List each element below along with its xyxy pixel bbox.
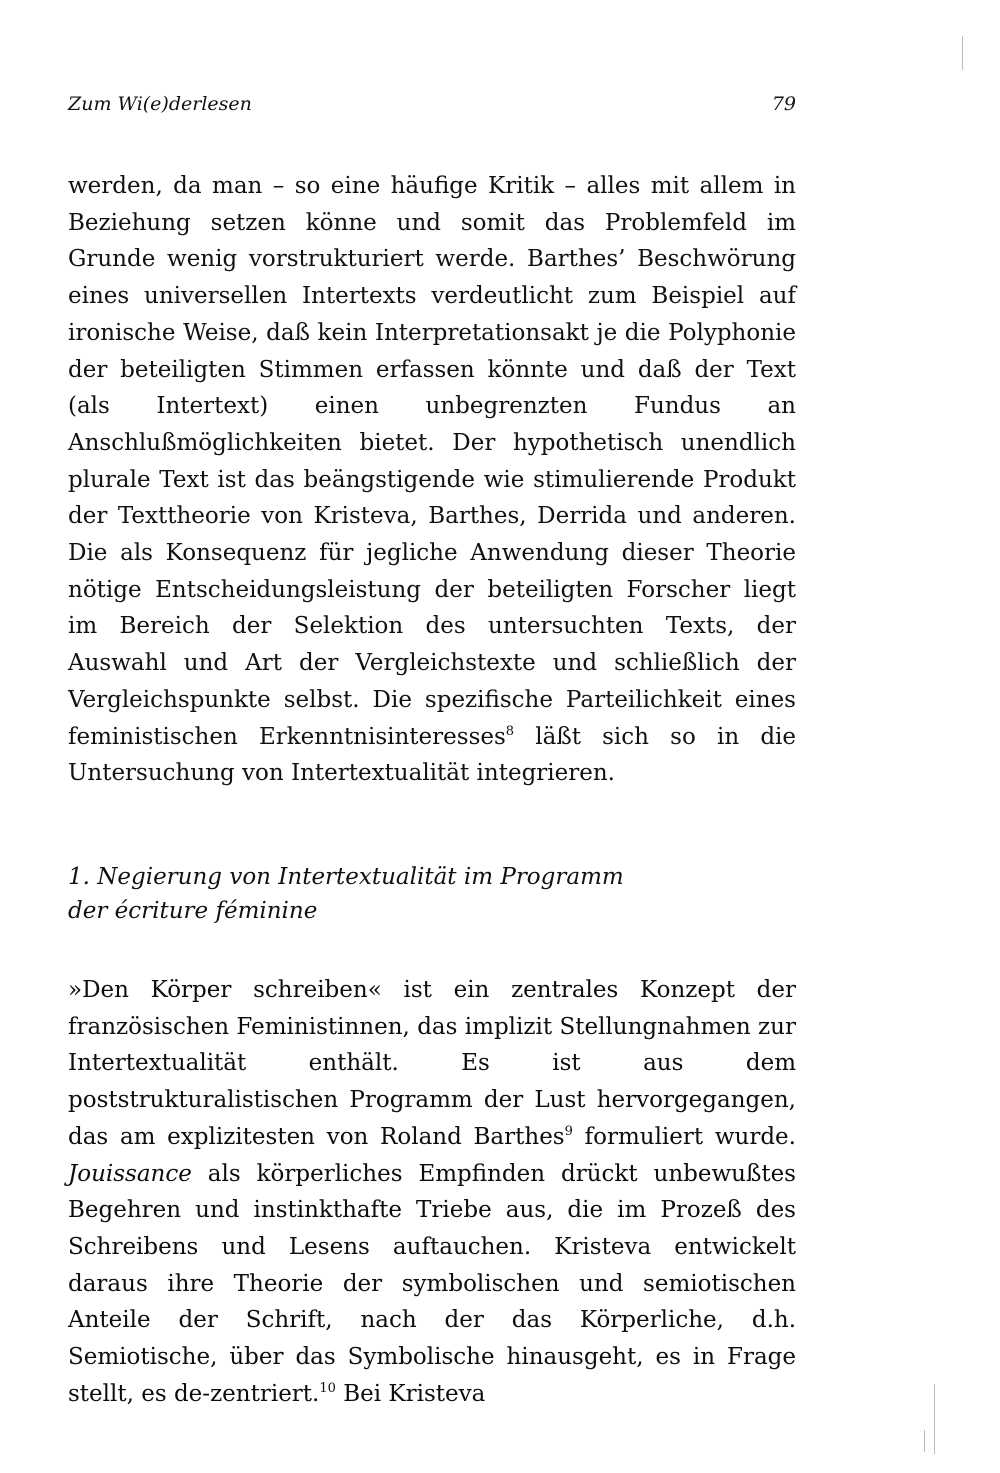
running-header xyxy=(68,88,796,120)
page-number: 79 xyxy=(771,93,796,115)
section-heading-line: der écriture féminine xyxy=(68,898,318,924)
footnote-marker: 8 xyxy=(505,723,515,739)
paragraph-text: »Den Körper schreiben« ist ein zentrales Konzept der französischen Feministinnen, das implizit Stellungnahmen zur Intertextualität enthält. Es ist aus dem poststrukturalistischen Programm der Lust hervorgegangen, das am explizitesten von Roland Barthes xyxy=(68,977,796,1150)
paragraph-text: Bei Kristeva xyxy=(335,1380,486,1407)
paragraph-text: als körperliches Empfinden drückt unbewußtes Begehren und instinkthafte Triebe aus, die im Prozeß des Schreibens und Lesens auftauchen. Kristeva entwickelt daraus ihre Theorie der symbolischen und semiotischen Anteile der Schrift, nach der das Körperliche, d.h. Semiotische, über das Symbolische hinausgeht, es in Frage stellt, es de-zentriert. xyxy=(68,1160,796,1407)
paragraph-text: werden, da man – so eine häufige Kritik – alles mit allem in Beziehung setzen könne und somit das Problemfeld im Grunde wenig vorstrukturiert werde. Barthes’ Beschwörung eines universellen Intertexts verdeutlicht zum Beispiel auf ironische Weise, daß kein Interpretationsakt je die Polyphonie der beteiligten Stimmen erfassen könnte und daß der Text (als Intertext) einen unbegrenzten Fundus an Anschlußmöglichkeiten bietet. Der hypothetisch unendlich plurale Text ist das beängstigende wie stimulierende Produkt der Texttheorie von Kristeva, Barthes, Derrida und anderen. Die als Konsequenz für jegliche Anwendung dieser Theorie nötige Entscheidungsleistung der beteiligten Forscher liegt im Bereich der Selektion des untersuchten Texts, der Auswahl und Art der Vergleichstexte und schließlich der Vergleichspunkte selbst. Die spezifische Parteilichkeit eines feministischen Erkenntnisinteresses xyxy=(68,173,796,750)
paragraph-text: formuliert wurde. xyxy=(572,1123,796,1150)
footnote-marker: 9 xyxy=(564,1123,573,1139)
section-heading xyxy=(68,860,796,928)
emphasized-term: Jouissance xyxy=(68,1160,192,1187)
paragraph-text: läßt sich so in die Untersuchung von Intertextualität integrieren. xyxy=(68,723,797,787)
scan-artifact xyxy=(962,36,963,70)
paragraph-ecriture-feminine xyxy=(68,972,796,1412)
section-heading-line: 1. Negierung von Intertextualität im Programm xyxy=(68,864,624,890)
footnote-marker: 10 xyxy=(319,1380,336,1396)
scan-artifact xyxy=(934,1384,935,1454)
running-header-title: Zum Wi(e)derlesen xyxy=(68,93,252,115)
scan-artifact xyxy=(924,1430,925,1452)
paragraph-intertextuality xyxy=(68,168,796,792)
